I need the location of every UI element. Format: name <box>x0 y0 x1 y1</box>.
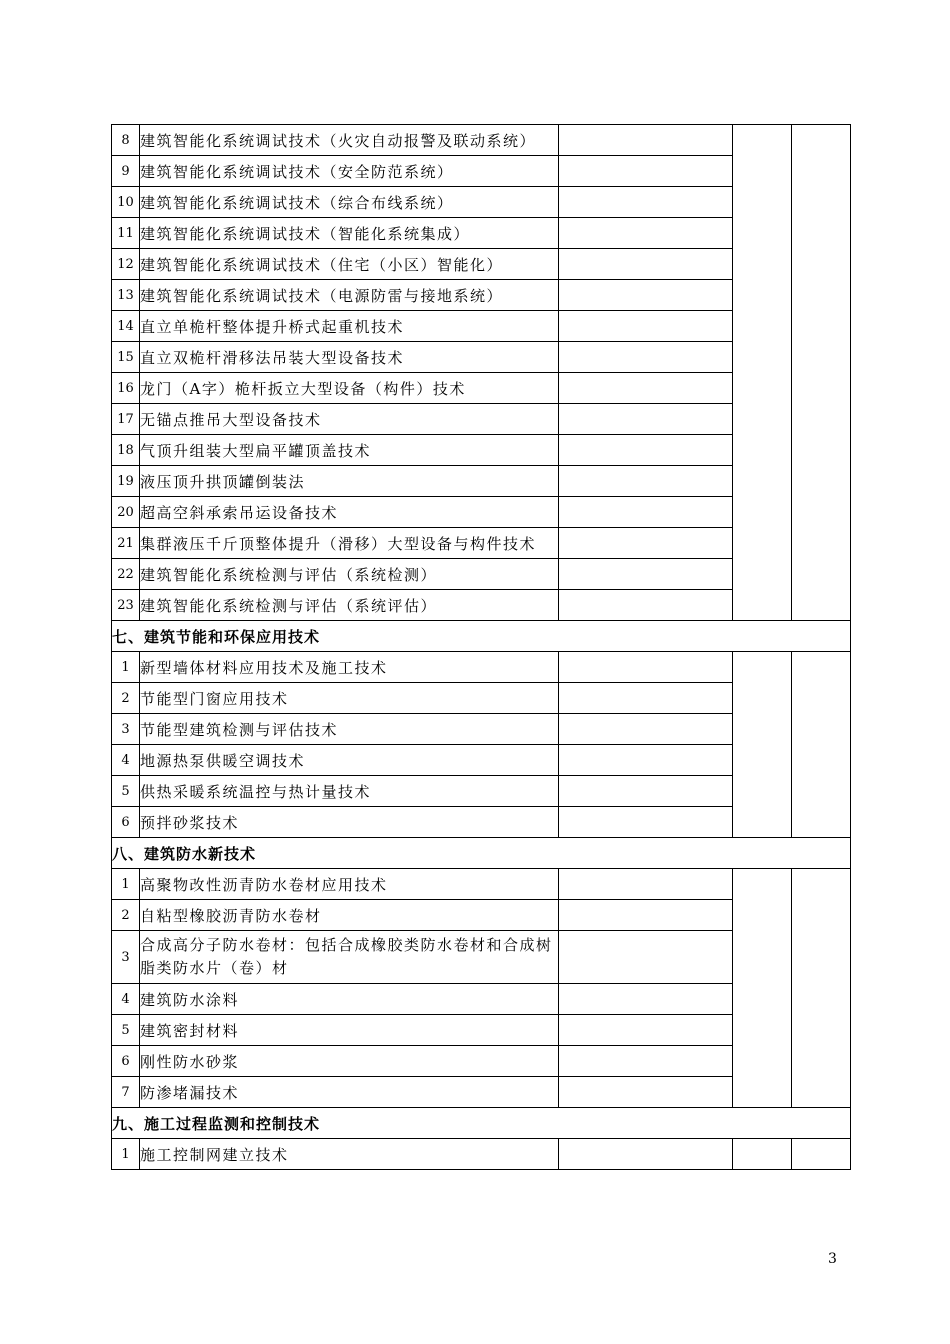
item-number: 9 <box>112 156 140 187</box>
section-header-row <box>112 838 851 869</box>
item-number: 6 <box>112 807 140 838</box>
item-name: 自粘型橡胶沥青防水卷材 <box>140 900 559 931</box>
item-number: 15 <box>112 342 140 373</box>
item-number: 22 <box>112 559 140 590</box>
item-number: 3 <box>112 714 140 745</box>
item-number: 11 <box>112 218 140 249</box>
item-name: 新型墙体材料应用技术及施工技术 <box>140 652 559 683</box>
item-number: 1 <box>112 1139 140 1170</box>
blank-cell <box>559 466 733 497</box>
item-name: 集群液压千斤顶整体提升（滑移）大型设备与构件技术 <box>140 528 559 559</box>
item-name: 合成高分子防水卷材：包括合成橡胶类防水卷材和合成树脂类防水片（卷）材 <box>140 931 559 984</box>
blank-cell <box>559 984 733 1015</box>
item-name: 建筑智能化系统调试技术（住宅（小区）智能化） <box>140 249 559 280</box>
blank-cell <box>559 311 733 342</box>
blank-cell <box>559 125 733 156</box>
blank-cell <box>559 1015 733 1046</box>
item-number: 16 <box>112 373 140 404</box>
item-number: 1 <box>112 652 140 683</box>
item-number: 5 <box>112 776 140 807</box>
item-name: 超高空斜承索吊运设备技术 <box>140 497 559 528</box>
item-number: 17 <box>112 404 140 435</box>
item-number: 8 <box>112 125 140 156</box>
item-number: 13 <box>112 280 140 311</box>
blank-cell <box>559 931 733 984</box>
item-number: 4 <box>112 984 140 1015</box>
blank-cell <box>559 776 733 807</box>
item-number: 12 <box>112 249 140 280</box>
blank-cell <box>559 652 733 683</box>
item-name: 气顶升组装大型扁平罐顶盖技术 <box>140 435 559 466</box>
blank-cell <box>559 1046 733 1077</box>
blank-cell <box>559 528 733 559</box>
blank-cell <box>559 807 733 838</box>
blank-cell <box>559 156 733 187</box>
item-number: 7 <box>112 1077 140 1108</box>
item-name: 建筑智能化系统检测与评估（系统检测） <box>140 559 559 590</box>
item-number: 3 <box>112 931 140 984</box>
blank-cell <box>559 404 733 435</box>
merged-blank-cell <box>792 125 851 621</box>
item-name: 节能型门窗应用技术 <box>140 683 559 714</box>
merged-blank-cell <box>733 125 792 621</box>
section-title: 七、建筑节能和环保应用技术 <box>112 621 851 652</box>
item-name: 施工控制网建立技术 <box>140 1139 559 1170</box>
table-row <box>112 125 851 156</box>
item-name: 刚性防水砂浆 <box>140 1046 559 1077</box>
item-number: 21 <box>112 528 140 559</box>
blank-cell <box>559 869 733 900</box>
item-name: 液压顶升拱顶罐倒装法 <box>140 466 559 497</box>
technology-table <box>111 124 851 1170</box>
merged-blank-cell <box>733 869 792 1108</box>
item-number: 10 <box>112 187 140 218</box>
item-name: 建筑智能化系统调试技术（安全防范系统） <box>140 156 559 187</box>
item-number: 18 <box>112 435 140 466</box>
blank-cell <box>559 745 733 776</box>
item-number: 19 <box>112 466 140 497</box>
item-name: 建筑智能化系统调试技术（电源防雷与接地系统） <box>140 280 559 311</box>
item-name: 建筑智能化系统调试技术（智能化系统集成） <box>140 218 559 249</box>
blank-cell <box>559 187 733 218</box>
table-body <box>112 125 851 1170</box>
item-name: 高聚物改性沥青防水卷材应用技术 <box>140 869 559 900</box>
item-name: 地源热泵供暖空调技术 <box>140 745 559 776</box>
section-header-row <box>112 1108 851 1139</box>
item-number: 1 <box>112 869 140 900</box>
merged-blank-cell <box>792 869 851 1108</box>
item-number: 20 <box>112 497 140 528</box>
item-number: 5 <box>112 1015 140 1046</box>
merged-blank-cell <box>792 1139 851 1170</box>
section-title: 九、施工过程监测和控制技术 <box>112 1108 851 1139</box>
blank-cell <box>559 249 733 280</box>
blank-cell <box>559 1077 733 1108</box>
blank-cell <box>559 683 733 714</box>
item-number: 23 <box>112 590 140 621</box>
item-name: 建筑智能化系统调试技术（综合布线系统） <box>140 187 559 218</box>
item-name: 预拌砂浆技术 <box>140 807 559 838</box>
item-name: 直立双桅杆滑移法吊装大型设备技术 <box>140 342 559 373</box>
table-row <box>112 1139 851 1170</box>
item-name: 龙门（A字）桅杆扳立大型设备（构件）技术 <box>140 373 559 404</box>
table-row <box>112 869 851 900</box>
blank-cell <box>559 559 733 590</box>
item-name: 供热采暖系统温控与热计量技术 <box>140 776 559 807</box>
merged-blank-cell <box>733 1139 792 1170</box>
merged-blank-cell <box>792 652 851 838</box>
blank-cell <box>559 1139 733 1170</box>
item-number: 4 <box>112 745 140 776</box>
item-name: 无锚点推吊大型设备技术 <box>140 404 559 435</box>
item-name: 建筑智能化系统调试技术（火灾自动报警及联动系统） <box>140 125 559 156</box>
item-name: 建筑智能化系统检测与评估（系统评估） <box>140 590 559 621</box>
item-name: 直立单桅杆整体提升桥式起重机技术 <box>140 311 559 342</box>
blank-cell <box>559 342 733 373</box>
page-number: 3 <box>828 1251 837 1267</box>
section-header-row <box>112 621 851 652</box>
item-number: 2 <box>112 683 140 714</box>
blank-cell <box>559 435 733 466</box>
blank-cell <box>559 590 733 621</box>
item-number: 6 <box>112 1046 140 1077</box>
blank-cell <box>559 218 733 249</box>
section-title: 八、建筑防水新技术 <box>112 838 851 869</box>
blank-cell <box>559 280 733 311</box>
item-name: 节能型建筑检测与评估技术 <box>140 714 559 745</box>
item-number: 14 <box>112 311 140 342</box>
table-row <box>112 652 851 683</box>
merged-blank-cell <box>733 652 792 838</box>
blank-cell <box>559 497 733 528</box>
blank-cell <box>559 900 733 931</box>
blank-cell <box>559 714 733 745</box>
item-number: 2 <box>112 900 140 931</box>
item-name: 防渗堵漏技术 <box>140 1077 559 1108</box>
blank-cell <box>559 373 733 404</box>
item-name: 建筑密封材料 <box>140 1015 559 1046</box>
item-name: 建筑防水涂料 <box>140 984 559 1015</box>
